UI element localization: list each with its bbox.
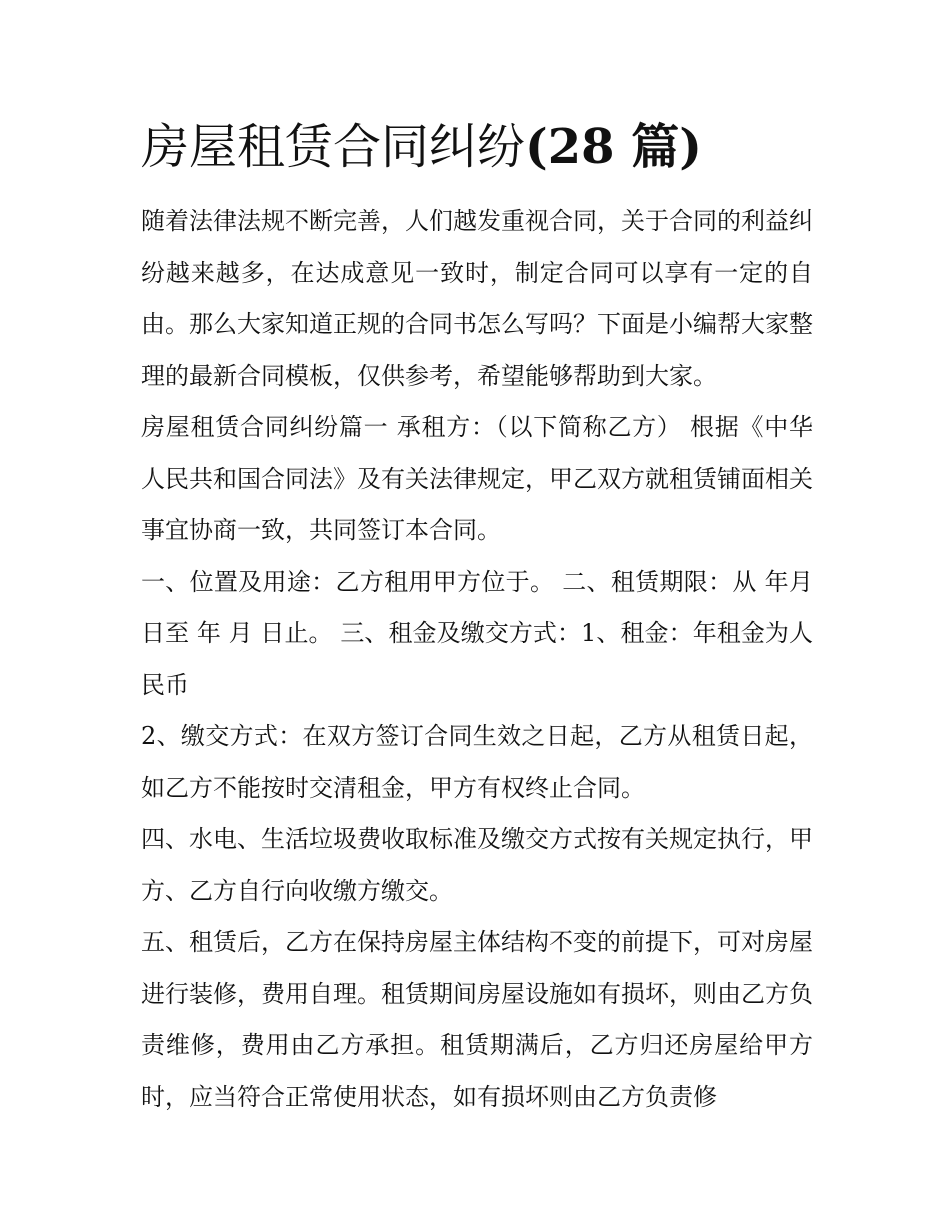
paragraph-payment-method: 2、缴交方式：在双方签订合同生效之日起，乙方从租赁日起， 如乙方不能按时交清租金，甲方有权终止合同。 [141,722,813,802]
title-text: 房屋租赁合同纠纷 [141,119,526,175]
title-count: (28 [525,119,615,175]
document-body [141,196,813,1123]
document-title [141,112,821,182]
paragraph-contract-header: 房屋租赁合同纠纷篇一 承租方：（以下简称乙方） 根据《中华人民共和国合同法》及有关法律规定，甲乙双方就租赁铺面相关事宜协商一致，共同签订本合同。 [141,413,813,544]
paragraph-utilities: 四、水电、生活垃圾费收取标准及缴交方式按有关规定执行，甲方、乙方自行向收缴方缴交。 [141,825,813,905]
paragraph-intro: 随着法律法规不断完善，人们越发重视合同，关于合同的利益纠纷越来越多，在达成意见一致时，制定合同可以享有一定的自由。那么大家知道正规的合同书怎么写吗？下面是小编帮大家整理的最新合同模板，仅供参考，希望能够帮助到大家。 [141,207,813,390]
paragraph-location-term-rent: 一、位置及用途：乙方租用甲方位于。 二、租赁期限：从 年月 日至 年 月 日止。 三、租金及缴交方式：1、租金：年租金为人民币 [141,567,813,699]
paragraph-renovation: 五、租赁后，乙方在保持房屋主体结构不变的前提下，可对房屋进行装修，费用自理。租赁期间房屋设施如有损坏，则由乙方负责维修，费用由乙方承担。租赁期满后，乙方归还房屋给甲方时，应当符合正常使用状态，如有损坏则由乙方负责修 [141,928,813,1111]
title-count-suffix: 篇) [614,119,702,175]
